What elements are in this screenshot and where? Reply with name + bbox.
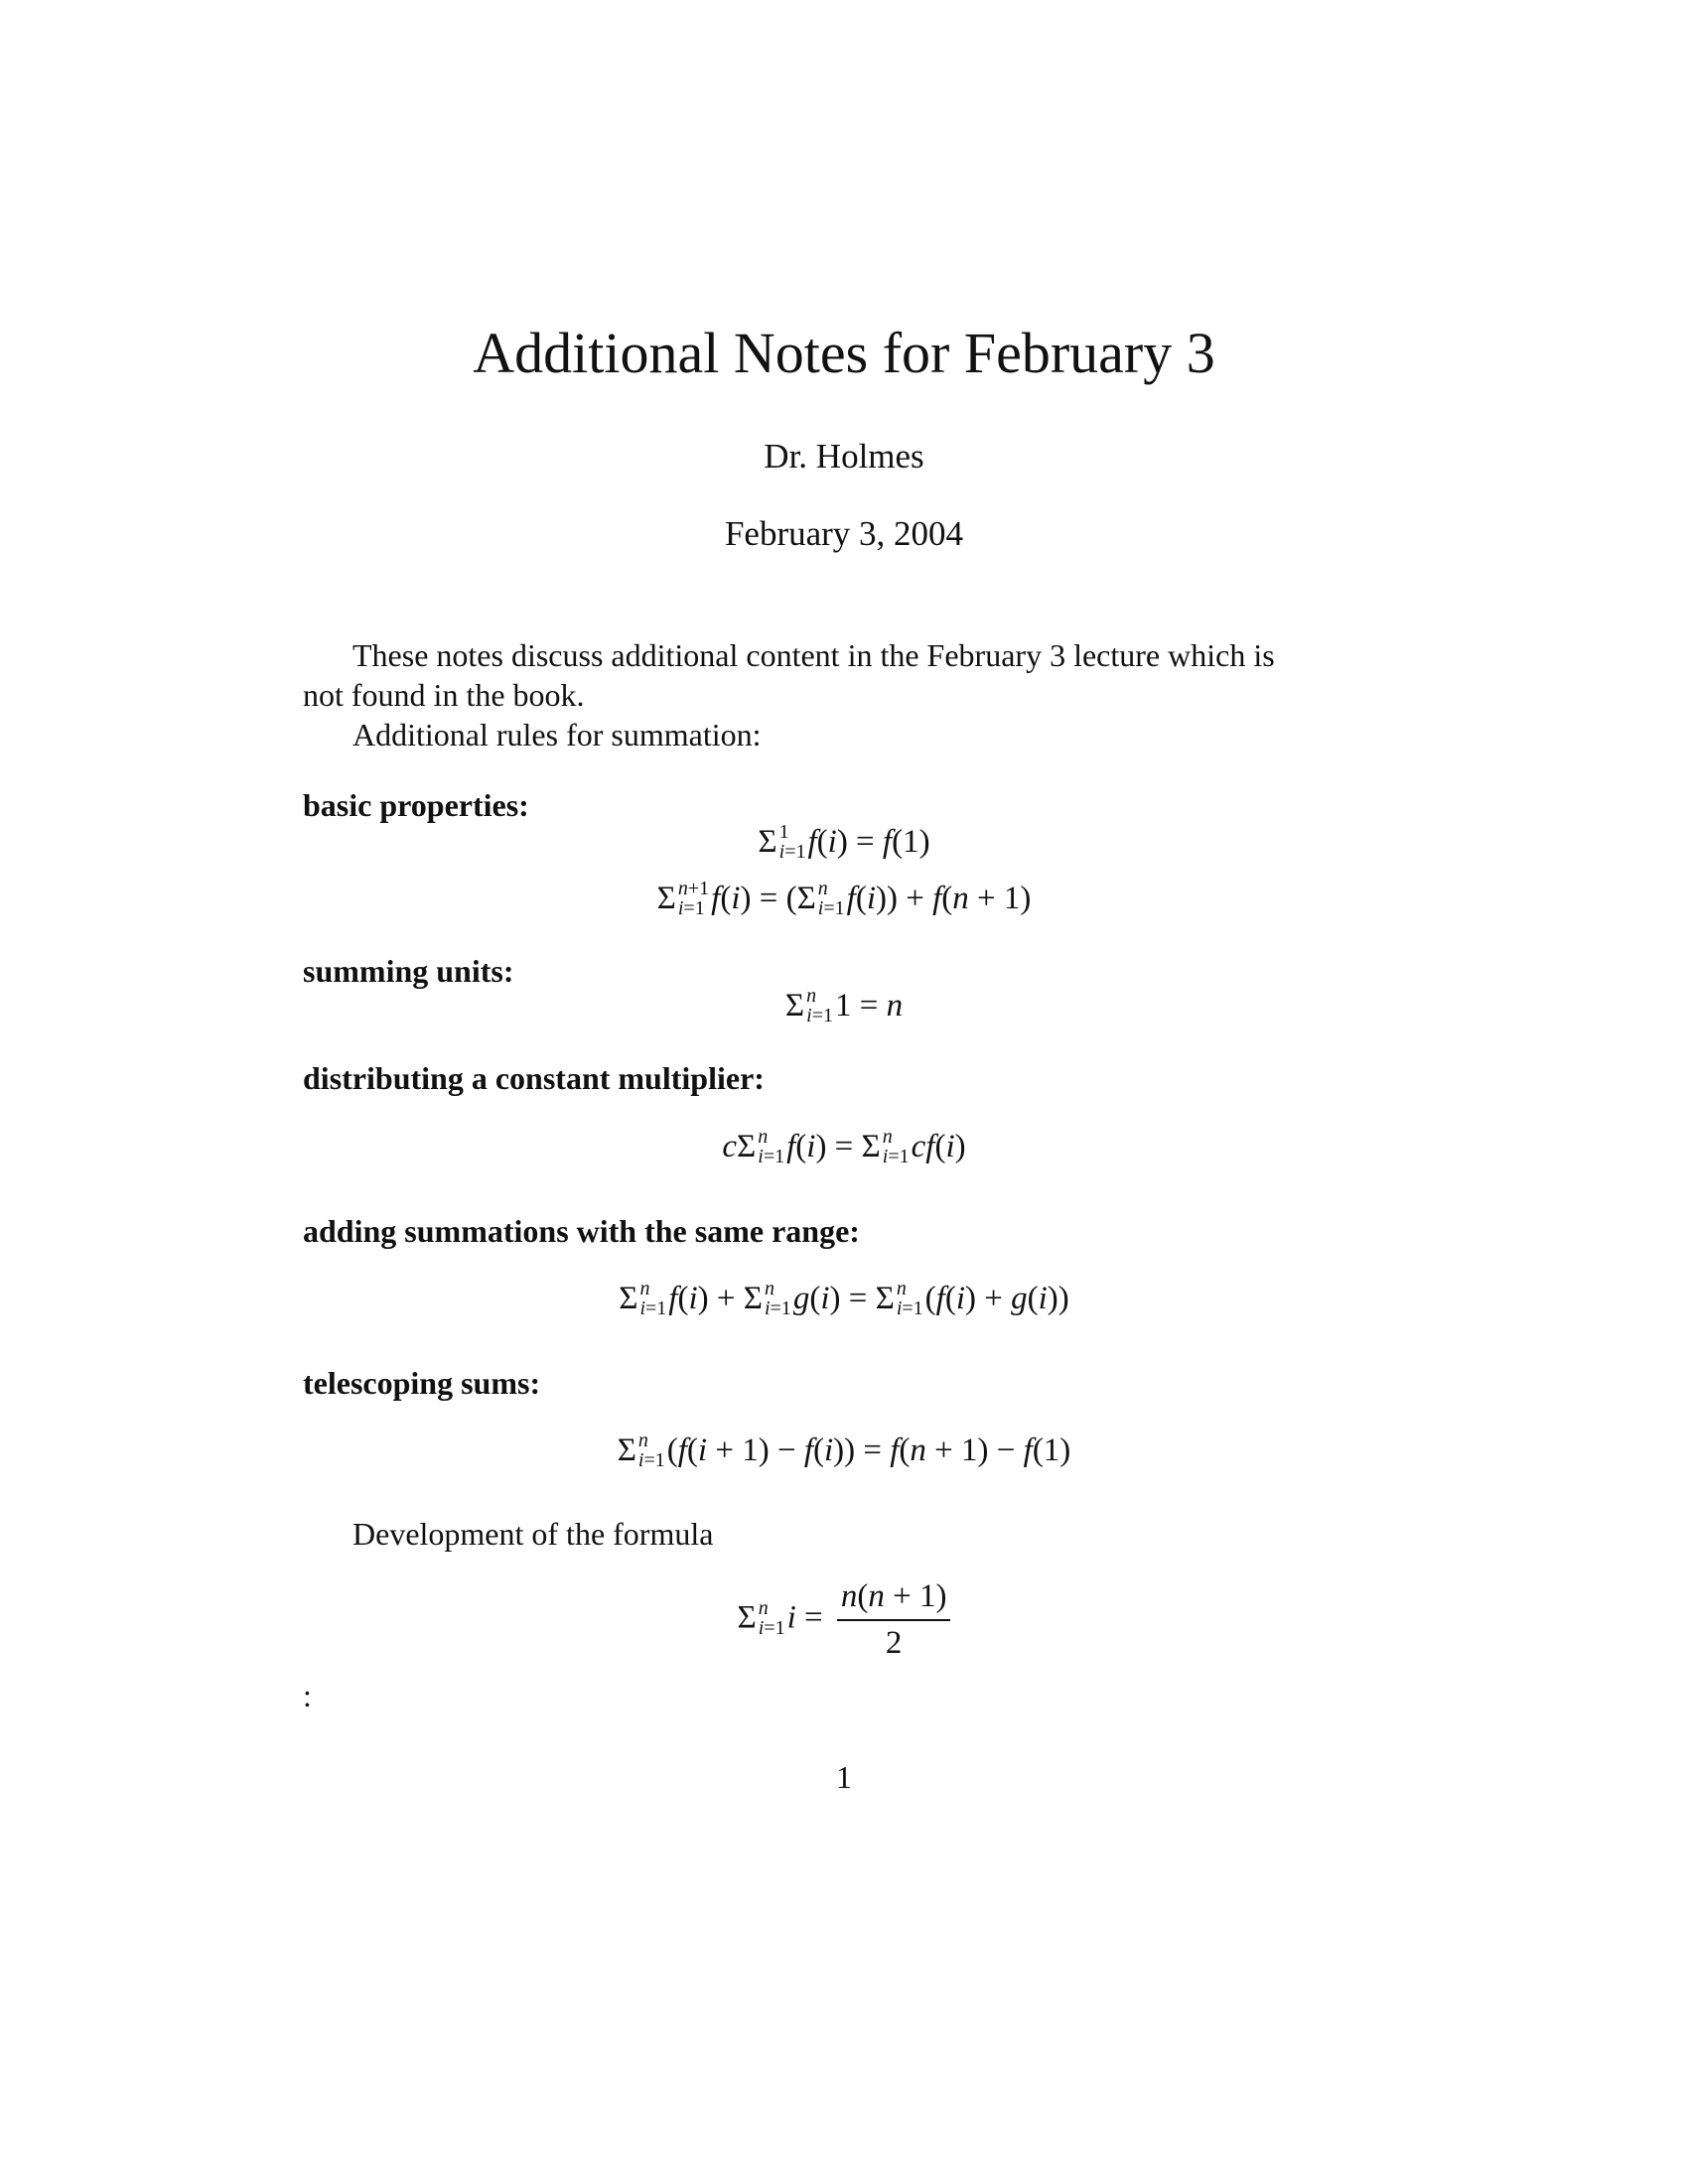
- fraction: $\frac{n(n + 1)}{2}$: [837, 1578, 951, 1662]
- intro-line-1: These notes discuss additional content in the February 3 lecture which is: [352, 637, 1275, 673]
- author: Dr. Holmes: [764, 437, 924, 476]
- heading-constant-multiplier: distributing a constant multiplier:: [303, 1060, 765, 1096]
- heading-telescoping-sums: telescoping sums:: [303, 1365, 541, 1401]
- equation-basic-1: Σ 1 i=1 f(i) = f(1): [758, 821, 930, 864]
- development-text: Development of the formula: [352, 1516, 714, 1552]
- equation-gauss: Σ n i=1 i = $\frac{n(n + 1)}{2}$: [0, 1578, 1688, 1662]
- heading-summing-units: summing units:: [303, 953, 514, 989]
- intro-line-2: not found in the book.: [303, 677, 585, 713]
- page-title: Additional Notes for February 3: [473, 321, 1215, 385]
- heading-basic-properties: basic properties:: [303, 787, 529, 823]
- equation-constant: cΣ n i=1 f(i) = Σ n i=1 cf(i): [722, 1126, 966, 1168]
- date: February 3, 2004: [724, 514, 964, 553]
- rules-intro: Additional rules for summation:: [352, 717, 762, 752]
- equation-units: Σ n i=1 1 = n: [784, 985, 904, 1027]
- intro-paragraph: [303, 635, 1380, 715]
- trailing-colon: :: [303, 1678, 312, 1713]
- equation-adding: Σ n i=1 f(i) + Σ n i=1 g(i) = Σ n i=1 (f(i) + g(i)): [619, 1278, 1069, 1320]
- equation-telescoping: Σ n i=1 (f(i + 1) − f(i)) = f(n + 1) − f(1): [617, 1430, 1071, 1472]
- heading-adding-summations: adding summations with the same range:: [303, 1213, 860, 1249]
- page-number: 1: [836, 1759, 852, 1795]
- equation-basic-2: Σ n+1 i=1 f(i) = (Σ n i=1 f(i)) + f(n + 1): [656, 878, 1032, 920]
